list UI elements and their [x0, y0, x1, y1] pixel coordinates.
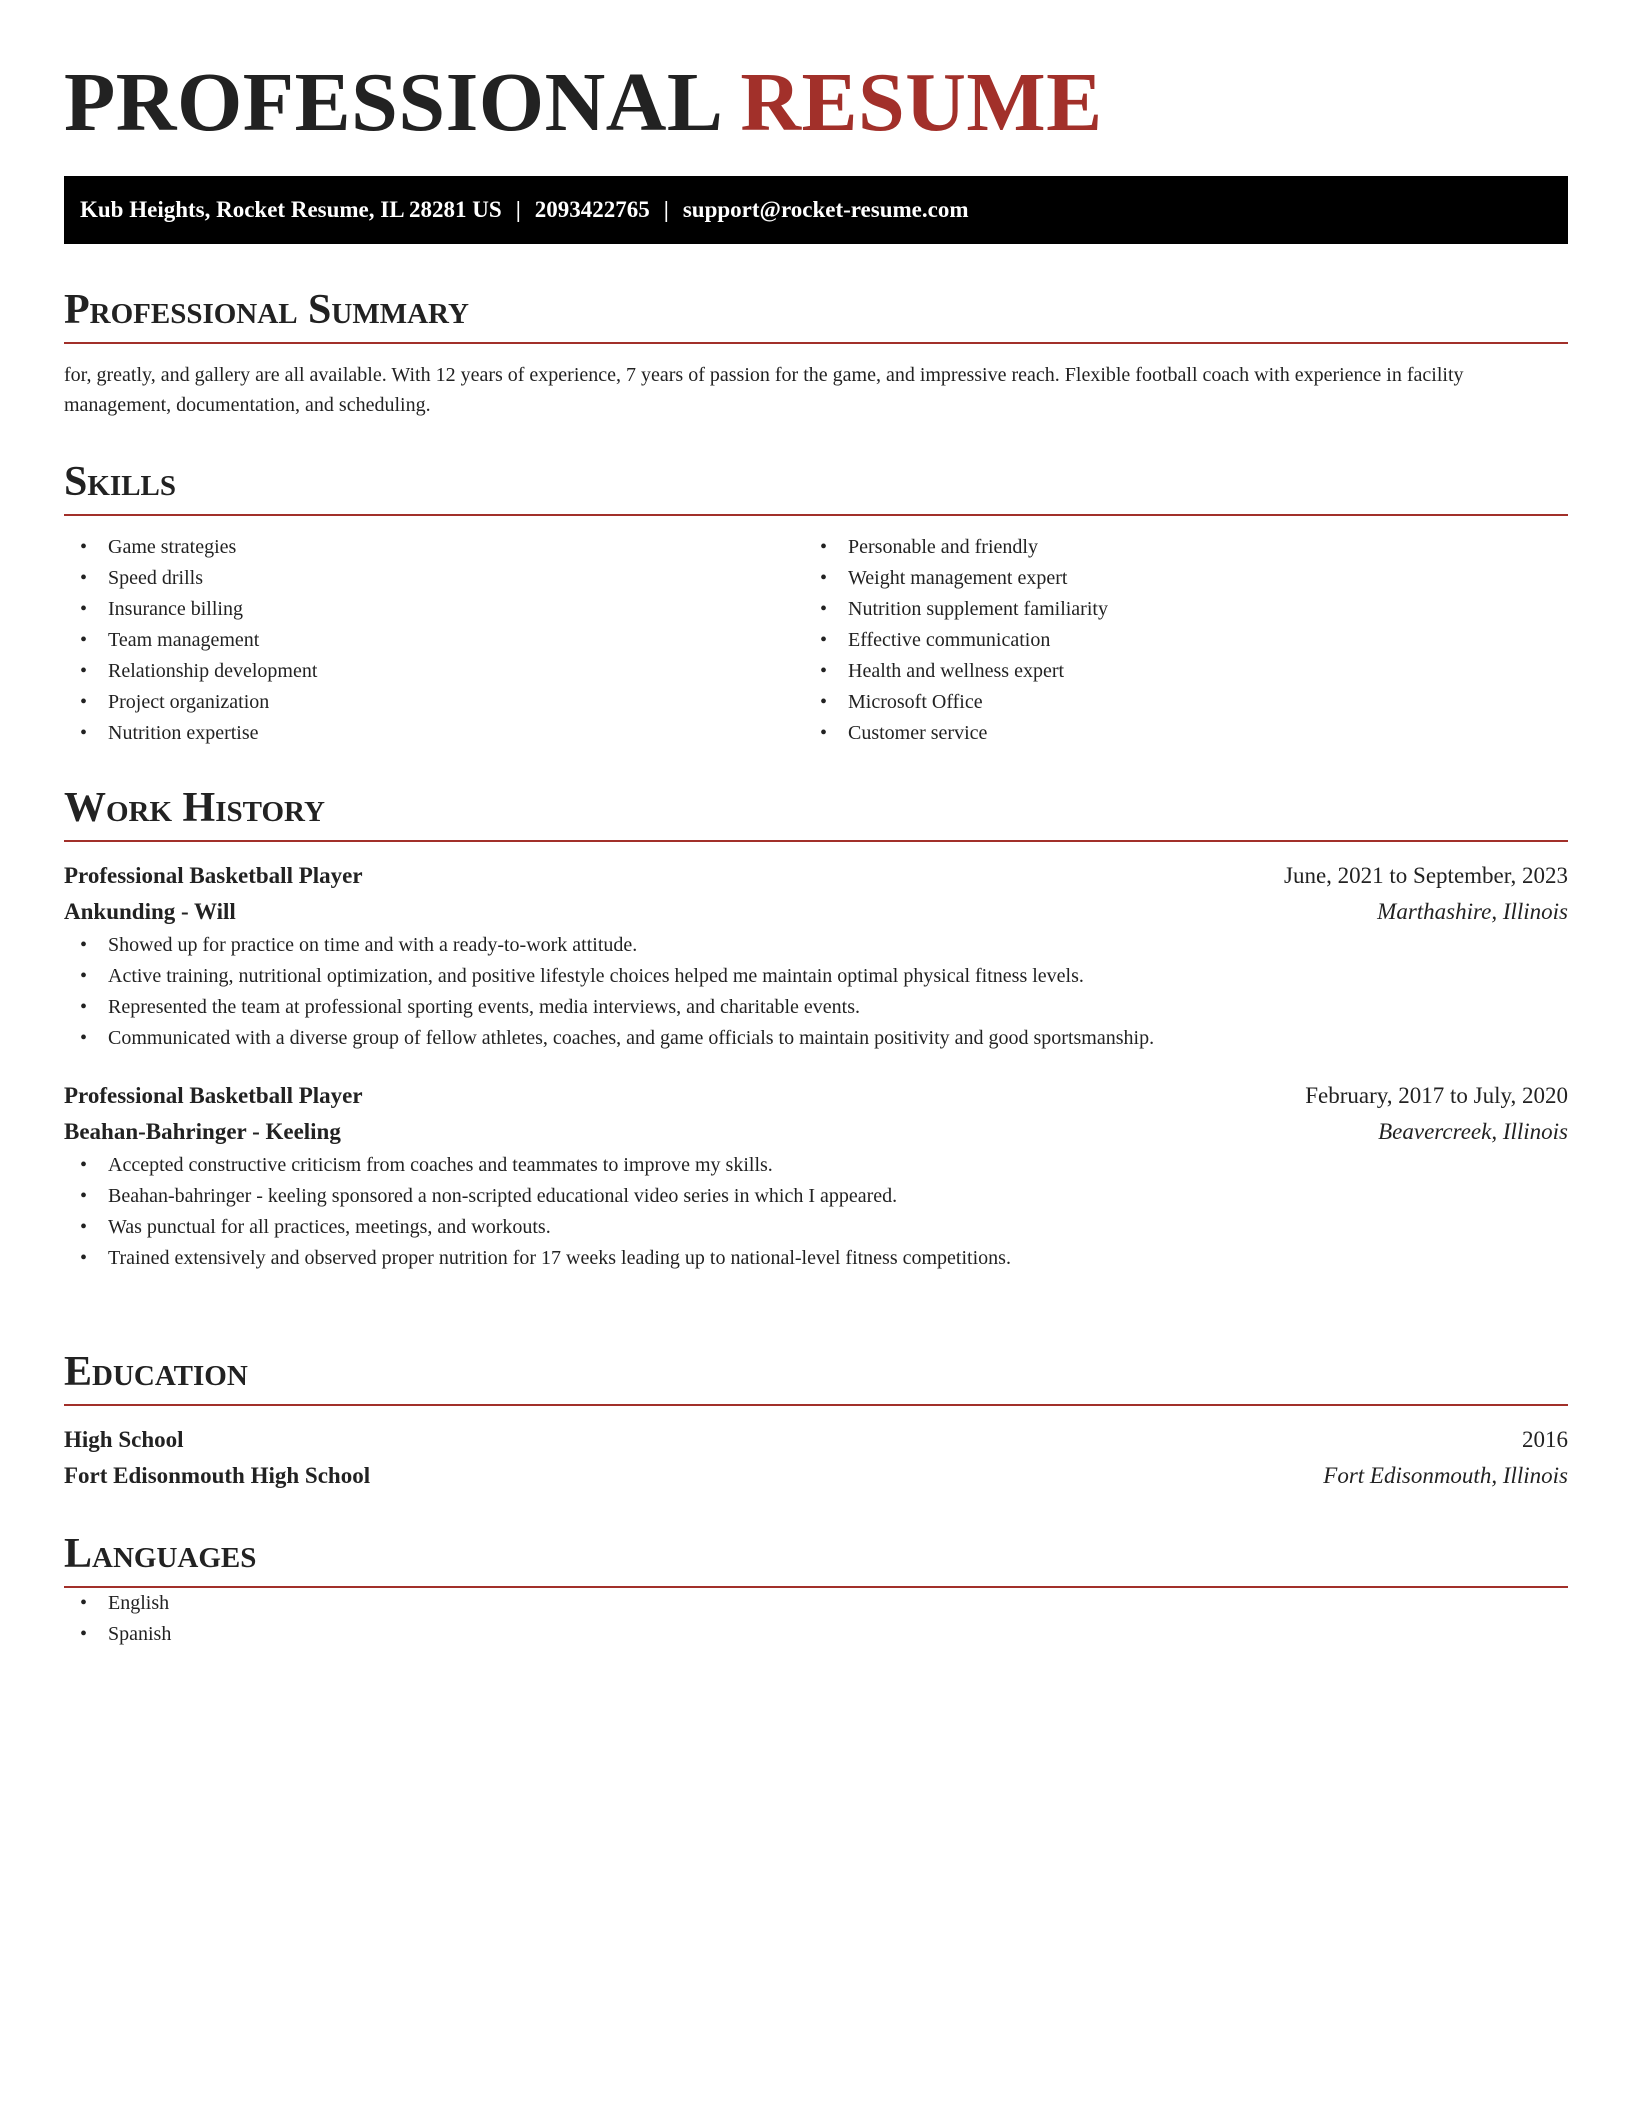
skill-item: • Insurance billing — [64, 594, 804, 625]
professional-summary-section — [64, 284, 1568, 420]
education-section — [64, 1346, 1568, 1494]
skill-item: • Speed drills — [64, 563, 804, 594]
job-entry — [64, 1078, 1568, 1274]
job-company: Ankunding - Will — [64, 899, 236, 924]
skill-item: • Nutrition expertise — [64, 718, 804, 749]
skills-list-right — [804, 532, 1544, 749]
title-part-professional: PROFESSIONAL — [64, 56, 719, 149]
job-bullet: • Active training, nutritional optimization, and positive lifestyle choices helped me maintain optimal physical fitness levels. — [64, 961, 1568, 992]
summary-text: for, greatly, and gallery are all available. With 12 years of experience, 7 years of passion for the game, and impressive reach. Flexible football coach with experience in facility management, documentation, and scheduling. — [64, 364, 1464, 416]
job-company: Beahan-Bahringer - Keeling — [64, 1119, 341, 1144]
job-bullet: • Accepted constructive criticism from coaches and teammates to improve my skills. — [64, 1150, 1568, 1181]
job-bullet-list — [64, 1150, 1568, 1274]
contact-phone: 2093422765 — [534, 197, 650, 222]
skill-item: • Customer service — [804, 718, 1544, 749]
skill-item: • Relationship development — [64, 656, 804, 687]
skills-section — [64, 456, 1568, 749]
languages-list — [64, 1588, 1568, 1650]
job-company-row — [64, 894, 1568, 930]
contact-bar — [64, 176, 1568, 244]
job-dates: June, 2021 to September, 2023 — [1284, 863, 1568, 888]
skill-item: • Nutrition supplement familiarity — [804, 594, 1544, 625]
work-history-section — [64, 782, 1568, 1274]
skill-item: • Microsoft Office — [804, 687, 1544, 718]
skills-columns — [64, 532, 1568, 749]
skill-item: • Game strategies — [64, 532, 804, 563]
job-bullet: • Communicated with a diverse group of fellow athletes, coaches, and game officials to maintain positivity and good sportsmanship. — [64, 1023, 1568, 1054]
job-location: Beavercreek, Illinois — [1378, 1119, 1568, 1144]
contact-address: Kub Heights, Rocket Resume, IL 28281 US — [80, 197, 502, 222]
job-location: Marthashire, Illinois — [1377, 899, 1568, 924]
job-bullet: • Represented the team at professional sporting events, media interviews, and charitable events. — [64, 992, 1568, 1023]
skills-list-left — [64, 532, 804, 749]
job-bullet: • Showed up for practice on time and with a ready-to-work attitude. — [64, 930, 1568, 961]
education-entry — [64, 1422, 1568, 1494]
contact-separator: | — [663, 197, 669, 222]
job-bullet: • Beahan-bahringer - keeling sponsored a non-scripted educational video series in which I appeared. — [64, 1181, 1568, 1212]
education-school-row — [64, 1458, 1568, 1494]
skill-item: • Personable and friendly — [804, 532, 1544, 563]
section-heading-skills: Skills — [64, 456, 1568, 516]
job-header-row — [64, 1078, 1568, 1114]
section-heading-languages: Languages — [64, 1528, 1568, 1588]
section-heading-summary: Professional Summary — [64, 284, 1568, 344]
contact-separator: | — [515, 197, 521, 222]
section-heading-work-history: Work History — [64, 782, 1568, 842]
contact-email: support@rocket-resume.com — [682, 197, 969, 222]
skill-item: • Team management — [64, 625, 804, 656]
title-part-resume: RESUME — [740, 56, 1103, 149]
job-entry — [64, 858, 1568, 1054]
language-item: • English — [64, 1588, 1568, 1619]
education-degree: High School — [64, 1427, 184, 1452]
job-title: Professional Basketball Player — [64, 863, 363, 888]
education-year: 2016 — [1522, 1427, 1568, 1452]
skill-item: • Effective communication — [804, 625, 1544, 656]
section-heading-education: Education — [64, 1346, 1568, 1406]
resume-title — [64, 46, 1103, 160]
job-bullet: • Was punctual for all practices, meetings, and workouts. — [64, 1212, 1568, 1243]
language-item: • Spanish — [64, 1619, 1568, 1650]
job-header-row — [64, 858, 1568, 894]
job-bullet: • Trained extensively and observed proper nutrition for 17 weeks leading up to national-level fitness competitions. — [64, 1243, 1568, 1274]
education-header-row — [64, 1422, 1568, 1458]
job-bullet-list — [64, 930, 1568, 1054]
education-location: Fort Edisonmouth, Illinois — [1323, 1463, 1568, 1488]
job-dates: February, 2017 to July, 2020 — [1305, 1083, 1568, 1108]
education-school: Fort Edisonmouth High School — [64, 1463, 371, 1488]
skill-item: • Health and wellness expert — [804, 656, 1544, 687]
skill-item: • Project organization — [64, 687, 804, 718]
job-company-row — [64, 1114, 1568, 1150]
job-title: Professional Basketball Player — [64, 1083, 363, 1108]
skill-item: • Weight management expert — [804, 563, 1544, 594]
languages-section — [64, 1528, 1568, 1650]
